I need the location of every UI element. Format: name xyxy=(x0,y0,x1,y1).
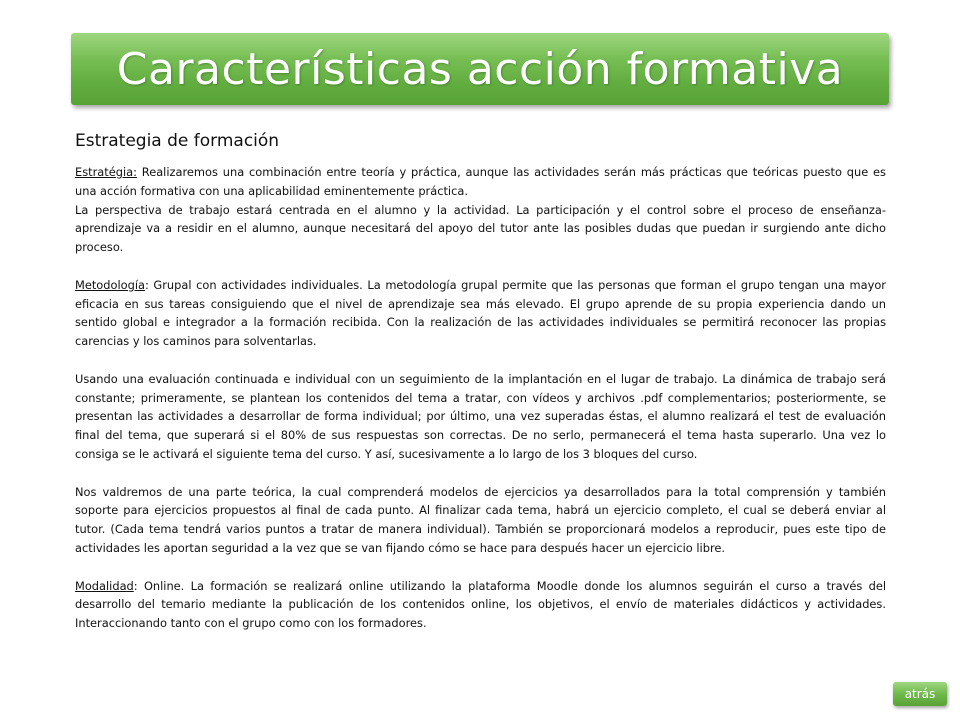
paragraph-teorica: Nos valdremos de una parte teórica, la cual comprenderá modelos de ejercicios ya desarrollados para la total comprensión y también soporte para ejercicios propuestos al final de cada punto. Al finalizar cada tema, habrá un ejercicio completo, el cual se deberá enviar al tutor. (Cada tema tendrá varios puntos a tratar de manera individual). También se proporcionará modelos a reproducir, pues este tipo de actividades les aportan seguridad a la vez que se van fijando cómo se hace para después hacer un ejercicio libre. xyxy=(75,484,886,555)
paragraph-estrategia xyxy=(75,163,886,201)
metodologia-text: : Grupal con actividades individuales. La metodología grupal permite que las personas que forman el grupo tengan una mayor eficacia en sus tareas consiguiendo que el nivel de aprendizaje sea más elevado. El grupo aprende de su propia experiencia dando un sentido global e integrador a la formación recibida. Con la realización de las actividades individuales se permitirá reconocer las propias carencias y los caminos para solventarlas. xyxy=(75,277,886,349)
paragraph-spacer xyxy=(75,464,886,483)
body-text xyxy=(75,163,886,633)
title-banner xyxy=(71,33,889,105)
section-subtitle: Estrategia de formación xyxy=(75,131,280,151)
modalidad-label: Modalidad xyxy=(75,578,134,593)
modalidad-text: : Online. La formación se realizará online utilizando la plataforma Moodle donde los alumnos seguirán el curso a través del desarrollo del temario mediante la publicación de los contenidos online, los objetivos, el envío de materiales didácticos y actividades. Interaccionando tanto con el grupo como con los formadores. xyxy=(75,578,886,631)
paragraph-spacer xyxy=(75,351,886,370)
paragraph-modalidad xyxy=(75,577,886,633)
paragraph-metodologia xyxy=(75,276,886,351)
paragraph-perspectiva: La perspectiva de trabajo estará centrada en el alumno y la actividad. La participación y el control sobre el proceso de enseñanza-aprendizaje va a residir en el alumno, aunque necesitará del apoyo del tutor ante las posibles dudas que puedan ir surgiendo ante dicho proceso. xyxy=(75,202,886,255)
page-title: Características acción formativa xyxy=(116,43,844,95)
paragraph-spacer xyxy=(75,257,886,276)
paragraph-evaluacion: Usando una evaluación continuada e individual con un seguimiento de la implantación en el lugar de trabajo. La dinámica de trabajo será constante; primeramente, se plantean los contenidos del tema a tratar, con vídeos y archivos .pdf complementarios; posteriormente, se presentan las actividades a desarrollar de forma individual; por último, una vez superadas éstas, el alumno realizará el test de evaluación final del tema, que superará si el 80% de sus respuestas son correctas. De no serlo, permanecerá el tema hasta superarlo. Una vez lo consiga se le activará el siguiente tema del curso. Y así, sucesivamente a lo largo de los 3 bloques del curso. xyxy=(75,371,886,461)
metodologia-label: Metodología xyxy=(75,277,145,292)
back-button[interactable]: atrás xyxy=(893,682,947,706)
estrategia-label: Estratégia: xyxy=(75,165,137,179)
paragraph-spacer xyxy=(75,558,886,577)
estrategia-text: Realizaremos una combinación entre teoría y práctica, aunque las actividades serán más prácticas que teóricas puesto que es una acción formativa con una aplicabilidad eminentemente práctica. xyxy=(75,165,886,198)
